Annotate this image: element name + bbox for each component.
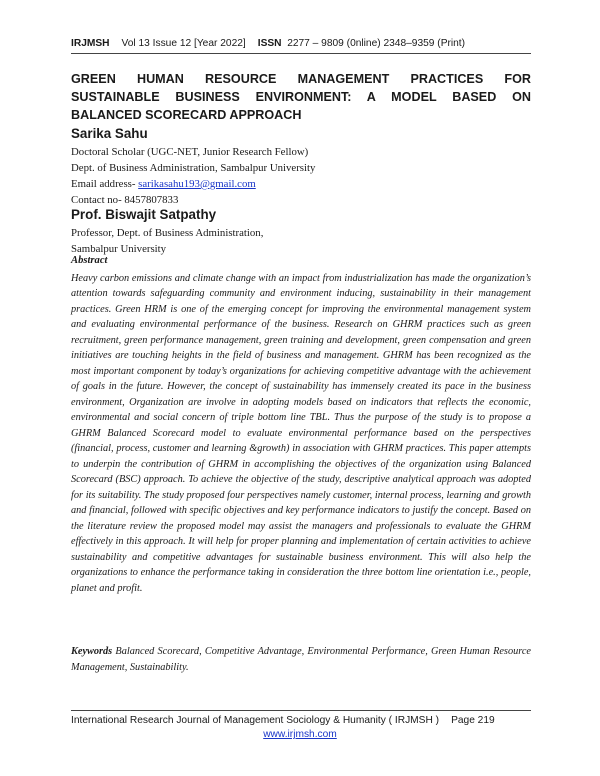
- author-2-position: Professor, Dept. of Business Administration,: [71, 227, 264, 239]
- journal-full-name: International Research Journal of Management Sociology & Humanity ( IRJMSH ): [71, 715, 440, 726]
- abstract-heading: Abstract: [71, 255, 108, 266]
- footer-divider: [71, 710, 531, 711]
- running-footer: [71, 715, 531, 726]
- author-1-position: Doctoral Scholar (UGC-NET, Junior Research Fellow): [71, 146, 309, 158]
- author-2-name: Prof. Biswajit Satpathy: [71, 207, 217, 222]
- author-1-email-link[interactable]: sarikasahu193@gmail.com: [138, 178, 256, 190]
- author-1-department: Dept. of Business Administration, Sambalpur University: [71, 162, 316, 174]
- author-1-email-line: [71, 176, 256, 192]
- issn-label: ISSN: [257, 38, 282, 49]
- running-header: [71, 38, 531, 49]
- author-1-contact: Contact no- 8457807833: [71, 194, 179, 206]
- header-divider: [71, 53, 531, 54]
- keywords-label: Keywords: [71, 646, 113, 657]
- keywords-text: Balanced Scorecard, Competitive Advantage, Environmental Performance, Green Human Resource Management, Sustainability.: [71, 646, 532, 673]
- footer-url-line: [0, 729, 600, 740]
- journal-website-link[interactable]: www.irjmsh.com: [263, 729, 337, 740]
- volume-issue: Vol 13 Issue 12 [Year 2022]: [121, 38, 246, 49]
- author-1-name: Sarika Sahu: [71, 126, 148, 141]
- paper-title: GREEN HUMAN RESOURCE MANAGEMENT PRACTICES FOR SUSTAINABLE BUSINESS ENVIRONMENT: A MODEL BASED ON BALANCED SCORECARD APPROACH: [71, 72, 531, 122]
- page-number: Page 219: [451, 715, 495, 726]
- journal-abbreviation: IRJMSH: [71, 38, 110, 49]
- issn-value: 2277 – 9809 (0nline) 2348–9359 (Print): [287, 38, 466, 49]
- author-2-university: Sambalpur University: [71, 243, 167, 255]
- keywords-section: [71, 644, 531, 675]
- email-label: Email address-: [71, 178, 139, 190]
- abstract-text: Heavy carbon emissions and climate change with an impact from industrialization has made the organization’s attention towards safeguarding community and environment inducing, sustainability in their management practices. Green HRM is one of the emerging concept for improving the environmental management system and evaluating environmental performance of the business. Research on GHRM practices such as green recruitment, green performance management, green training and development, green compensation and green initiatives are touching heights in the field of business and management. GHRM has been recognized as the most important component by today’s organizations for achieving competitive advantage with the achievement of goals in the future. However, the concept of sustainability has immensely created its pace in the business environment, Organization are involve in adopting models based on indicators that reflects the economic, environmental and social concern of triple bottom line TBL. Thus the purpose of the study is to propose a GHRM Balanced Scorecard model to evaluate environmental performance based on the perspectives (financial, process, customer and learning &growth) in association with GHRM practices. This paper attempts to underpin the contribution of GHRM in accomplishing the objectives of the organization using Balanced Scorecard (BSC) approach. To achieve the objective of the study, descriptive analytical approach was adopted for its suitability. The study proposed four perspectives namely customer, internal process, learning and growth and financial, followed with specific objectives and key performance indicators to justify the concept. Based on the literature review the proposed model may assist the managers and professionals to evaluate the GHRM effectively in this approach. It will help for proper planning and implementation of certain activities to achieve sustainability and competitive advantages for sustainable business environment. This will also help the organizations to enhance the performance taking in consideration the three bottom line orientation i.e., people, planet and profit.: [71, 273, 531, 594]
